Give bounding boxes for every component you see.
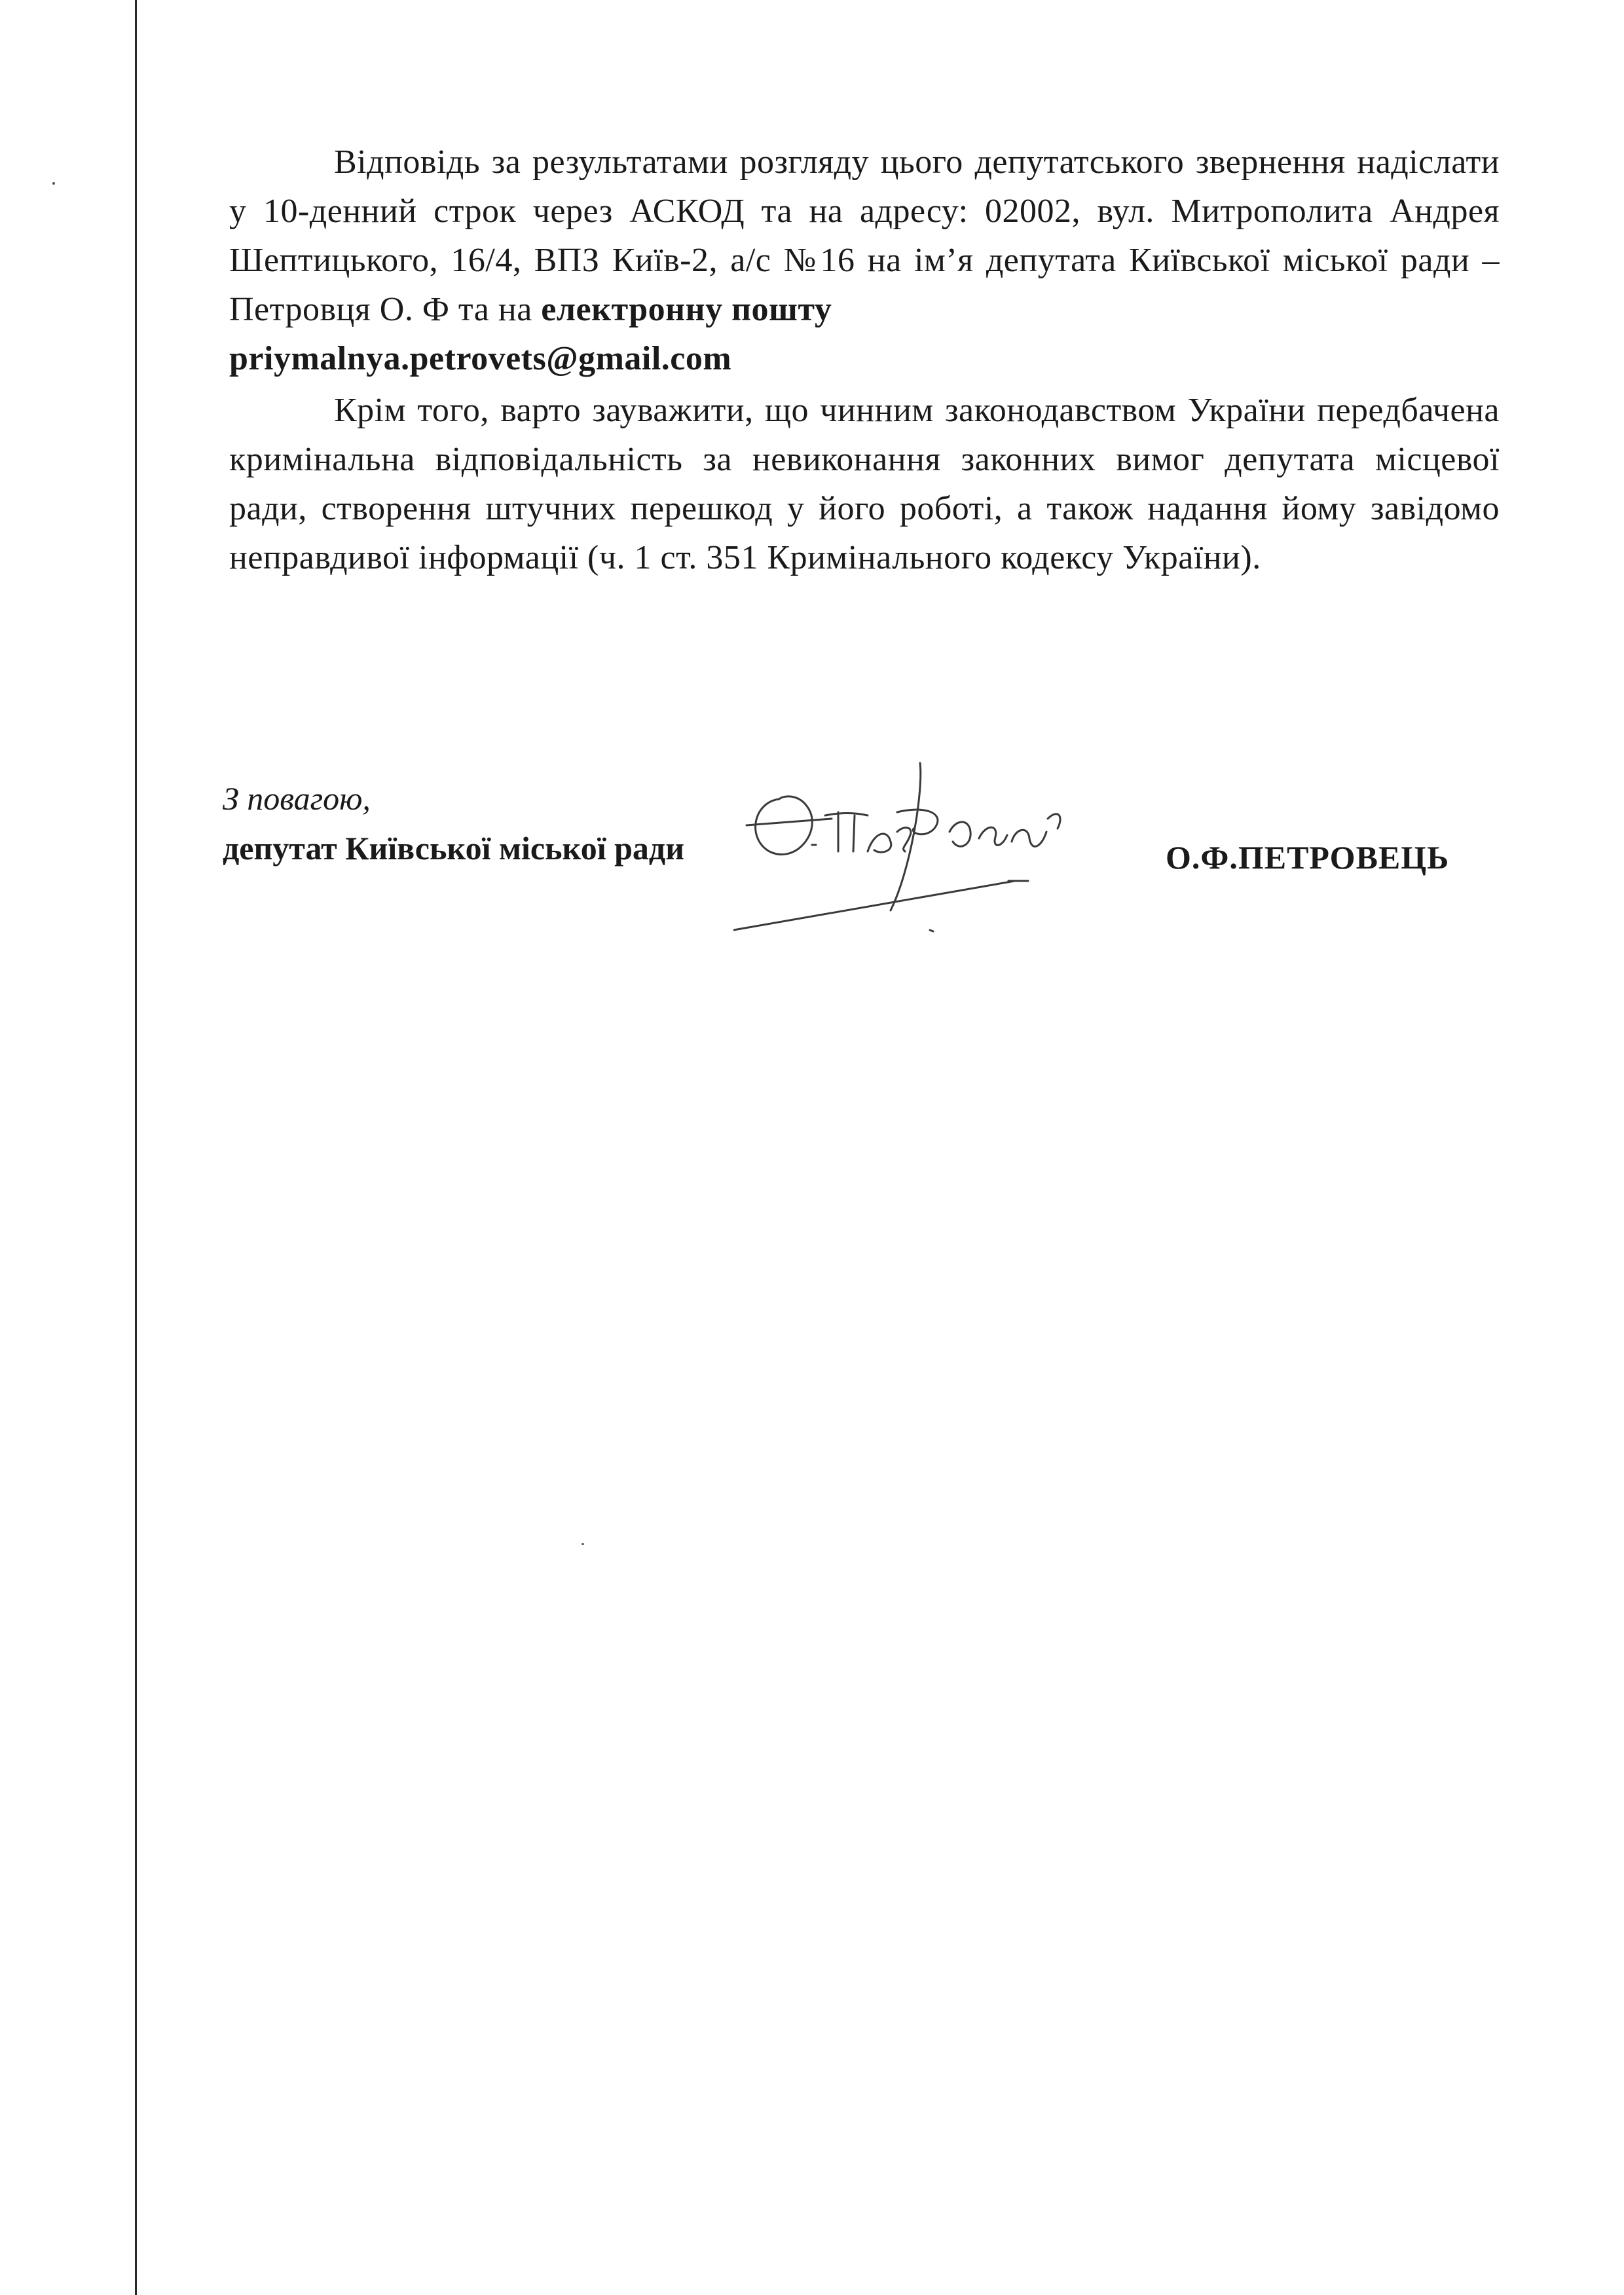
letter-closing [223,779,1500,976]
regards-line: З повагою, [223,780,371,817]
paragraph-legal-notice [229,386,1500,582]
paragraph-response-request [229,138,1500,383]
scan-speck [52,182,55,185]
letter-body [229,138,1500,582]
email-address: priymalnya.petrovets@gmail.com [229,340,732,377]
paragraph-1-text: Відповідь за результатами розгляду цього депутатського звернення надіслати у 10-денний строк через АСКОД та на адресу: 02002, вул. Митрополита Андрея Шептицького, 16/4, ВПЗ Київ-2, а/с №16 на ім’я депутата Київської міської ради – Петровця О. Ф та на [229,143,1500,328]
paragraph-2-text: Крім того, варто зауважити, що чинним законодавством України передбачена кримінальна відповідальність за невиконання законних вимог депутата місцевої ради, створення штучних перешкод у його роботі, а також надання йому завідомо неправдивої інформації (ч. 1 ст. 351 Кримінального кодексу України). [229,392,1500,576]
signer-name: О.Ф.ПЕТРОВЕЦЬ [1166,839,1450,876]
scan-speck [581,1543,584,1545]
signer-position: депутат Київської міської ради [223,830,685,867]
email-label: електронну пошту [541,291,832,328]
handwritten-signature [733,753,1074,963]
